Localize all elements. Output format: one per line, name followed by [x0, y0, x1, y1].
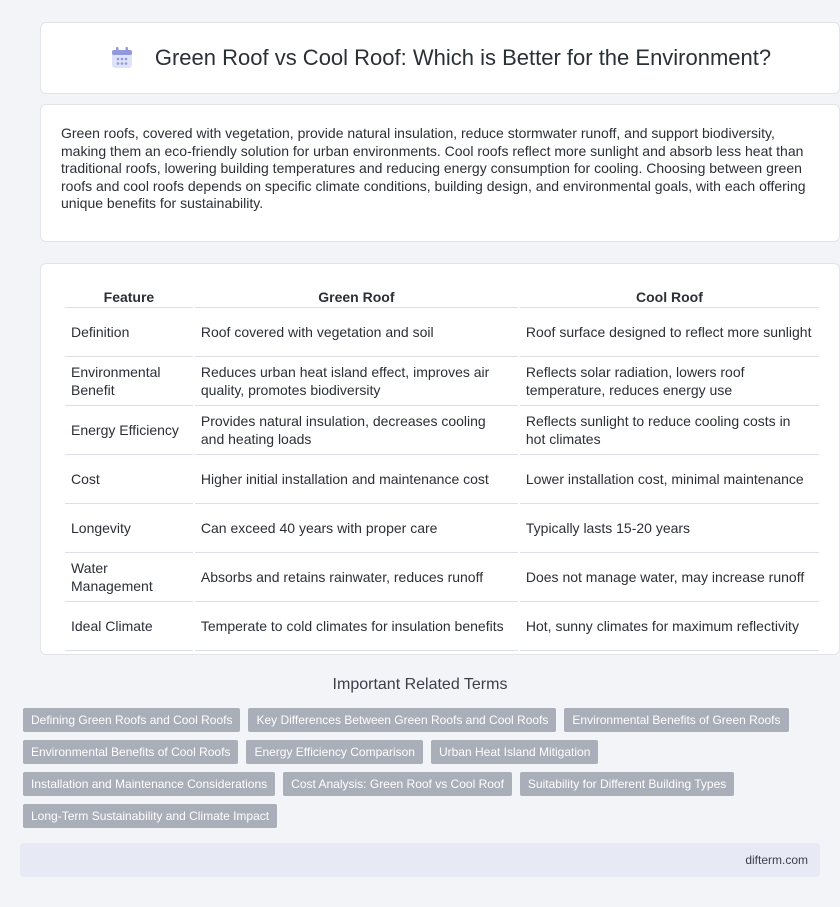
cool-roof-cell: Reflects sunlight to reduce cooling costs in hot climates [520, 406, 819, 455]
cool-roof-cell: Lower installation cost, minimal maintenance [520, 455, 819, 504]
table-row [65, 504, 819, 553]
related-terms-title: Important Related Terms [332, 676, 508, 693]
feature-cell: Energy Efficiency [65, 406, 193, 455]
related-terms-list [23, 708, 813, 828]
table-row [65, 406, 819, 455]
feature-cell: Longevity [65, 504, 193, 553]
calendar-icon [109, 45, 135, 71]
related-term-tag[interactable]: Suitability for Different Building Types [520, 772, 734, 796]
table-row [65, 553, 819, 602]
comparison-card [40, 263, 840, 655]
cool-roof-cell: Does not manage water, may increase runoff [520, 553, 819, 602]
footer-site-link[interactable]: difterm.com [745, 853, 808, 867]
feature-cell: Environmental Benefit [65, 357, 193, 406]
feature-cell: Ideal Climate [65, 602, 193, 651]
intro-paragraph: Green roofs, covered with vegetation, provide natural insulation, reduce stormwater runoff, and support biodiversity, making them an eco-friendly solution for urban environments. Cool roofs reflect more sunlight and absorb less heat than traditional roofs, lowering building temperatures and reducing energy consumption for cooling. Choosing between green roofs and cool roofs depends on specific climate conditions, building design, and environmental goals, with each offering unique benefits for sustainability. [61, 125, 806, 212]
cool-roof-cell: Typically lasts 15-20 years [520, 504, 819, 553]
green-roof-cell: Can exceed 40 years with proper care [195, 504, 518, 553]
feature-cell: Definition [65, 308, 193, 357]
page-title: Green Roof vs Cool Roof: Which is Better for the Environment? [154, 45, 772, 70]
comparison-table [63, 282, 821, 651]
table-row [65, 308, 819, 357]
related-term-tag[interactable]: Long-Term Sustainability and Climate Impact [23, 804, 277, 828]
green-roof-cell: Higher initial installation and maintenance cost [195, 455, 518, 504]
green-roof-cell: Provides natural insulation, decreases cooling and heating loads [195, 406, 518, 455]
related-term-tag[interactable]: Environmental Benefits of Cool Roofs [23, 740, 238, 764]
header-green-roof: Green Roof [195, 282, 518, 308]
green-roof-cell: Roof covered with vegetation and soil [195, 308, 518, 357]
related-term-tag[interactable]: Cost Analysis: Green Roof vs Cool Roof [283, 772, 512, 796]
header-feature: Feature [65, 282, 193, 308]
table-header-row [65, 282, 819, 308]
related-term-tag[interactable]: Environmental Benefits of Green Roofs [564, 708, 788, 732]
green-roof-cell: Reduces urban heat island effect, improves air quality, promotes biodiversity [195, 357, 518, 406]
table-row [65, 357, 819, 406]
intro-card [40, 104, 840, 242]
related-term-tag[interactable]: Urban Heat Island Mitigation [431, 740, 598, 764]
green-roof-cell: Absorbs and retains rainwater, reduces runoff [195, 553, 518, 602]
related-term-tag[interactable]: Defining Green Roofs and Cool Roofs [23, 708, 240, 732]
feature-cell: Cost [65, 455, 193, 504]
cool-roof-cell: Reflects solar radiation, lowers roof temperature, reduces energy use [520, 357, 819, 406]
related-term-tag[interactable]: Installation and Maintenance Considerations [23, 772, 275, 796]
header-cool-roof: Cool Roof [520, 282, 819, 308]
green-roof-cell: Temperate to cold climates for insulation benefits [195, 602, 518, 651]
table-row [65, 602, 819, 651]
footer [20, 843, 820, 877]
cool-roof-cell: Hot, sunny climates for maximum reflectivity [520, 602, 819, 651]
page-header [40, 22, 840, 94]
feature-cell: Water Management [65, 553, 193, 602]
table-row [65, 455, 819, 504]
cool-roof-cell: Roof surface designed to reflect more sunlight [520, 308, 819, 357]
related-term-tag[interactable]: Key Differences Between Green Roofs and Cool Roofs [248, 708, 556, 732]
related-term-tag[interactable]: Energy Efficiency Comparison [246, 740, 423, 764]
